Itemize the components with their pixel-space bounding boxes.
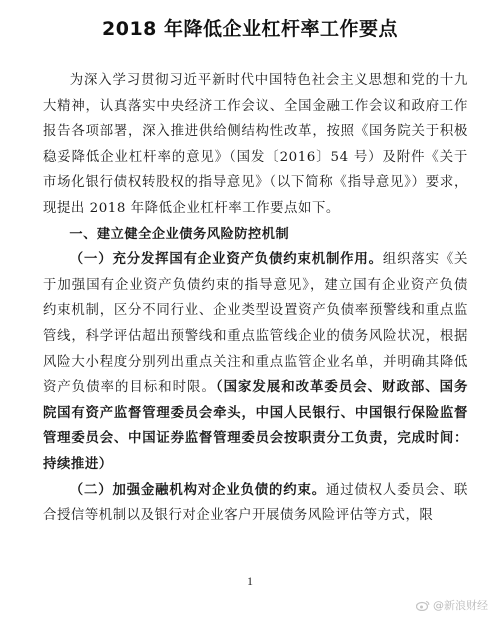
item-2-body: 通过债权人委员会、联合授信等机制以及银行对企业客户开展债务风险评估等方式，限 bbox=[43, 482, 468, 524]
watermark-text: @新浪财经 bbox=[433, 599, 488, 612]
document-title: 2018 年降低企业杠杆率工作要点 bbox=[102, 18, 398, 40]
item-1-lead: （一）充分发挥国有企业资产负债约束机制作用。 bbox=[69, 252, 383, 268]
item-1-body: 组织落实《关于加强国有企业资产负债约束的指导意见》，建立国有企业资产负债约束机制，区分不同行业、企业类型设置资产负债率预警线和重点监管线，科学评估超出预警线和重点监管线企业的债务风险状况，根据风险大小程度分别列出重点关注和重点监管企业名单，并明确其降低资产负债率的目标和时限。 bbox=[43, 252, 468, 396]
watermark bbox=[416, 597, 488, 613]
item-1-responsibility: （国家发展和改革委员会、财政部、国务院国有资产监督管理委员会牵头，中国人民银行、中国银行保险监督管理委员会、中国证券监督管理委员会按职责分工负责，完成时间：持续推进） bbox=[43, 379, 469, 472]
section-item-1 bbox=[43, 247, 468, 477]
intro-paragraph: 为深入学习贯彻习近平新时代中国特色社会主义思想和党的十九大精神，认真落实中央经济工作会议、全国金融工作会议和政府工作报告各项部署，深入推进供给侧结构性改革，按照《国务院关于积极稳妥降低企业杠杆率的意见》（国发〔2016〕54 号）及附件《关于市场化银行债权转股权的指导意见》（以下简称《指导意见》）要求，现提出 2018 年降低企业杠杆率工作要点如下。 bbox=[43, 73, 468, 216]
weibo-logo-icon bbox=[416, 600, 430, 611]
page-number: 1 bbox=[247, 574, 253, 588]
section-item-2 bbox=[43, 478, 468, 529]
document-body bbox=[43, 68, 468, 529]
section-heading: 一、建立健全企业债务风险防控机制 bbox=[69, 226, 290, 242]
item-2-lead: （二）加强金融机构对企业负债的约束。 bbox=[69, 482, 326, 498]
